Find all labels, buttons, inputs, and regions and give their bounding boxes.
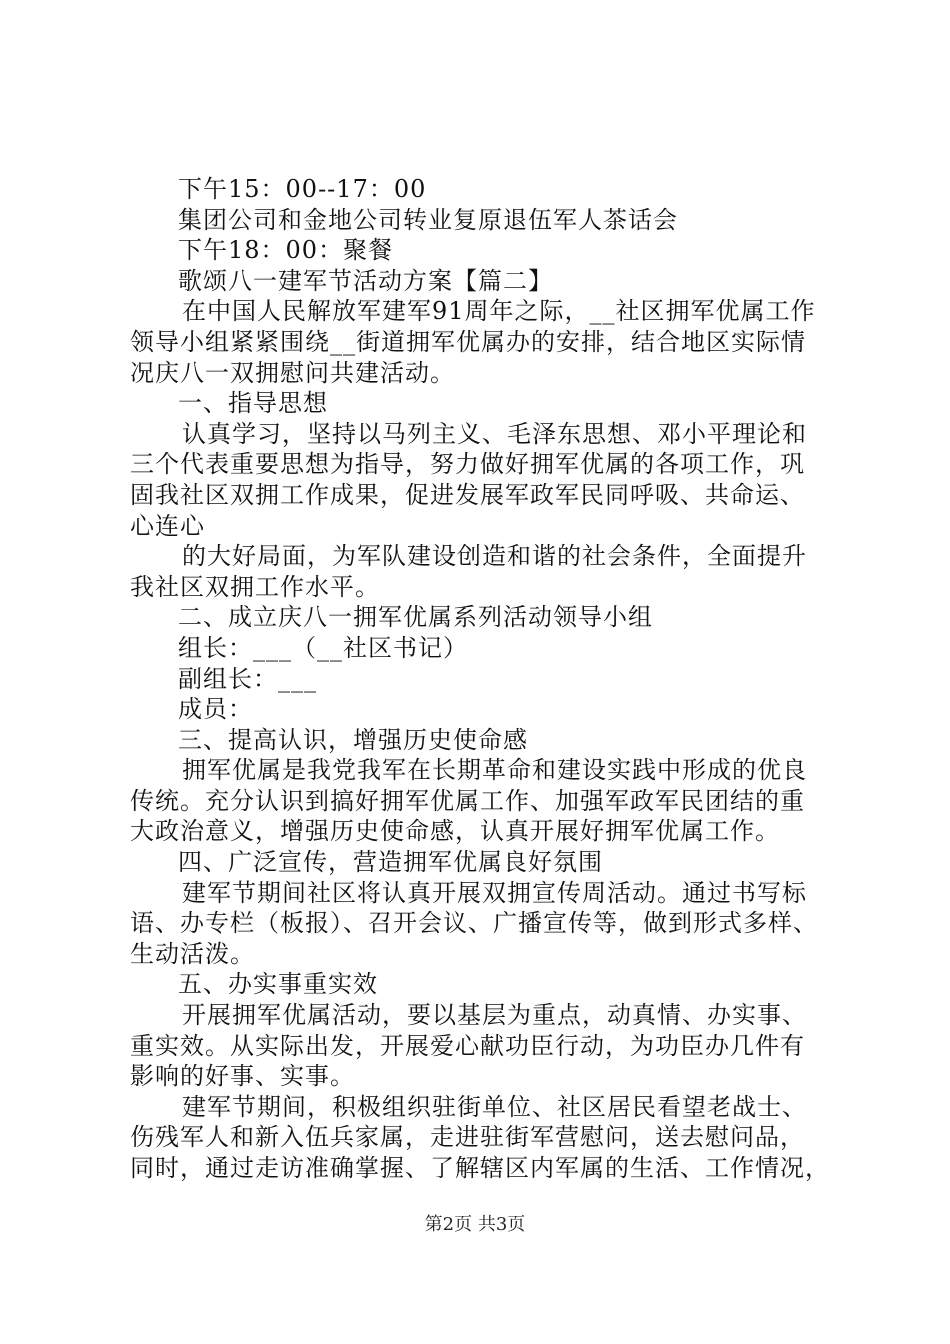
tea-party-line: 集团公司和金地公司转业复原退伍军人茶话会 — [178, 205, 678, 234]
heading-practical: 五、办实事重实效 — [178, 970, 378, 999]
heading-publicity: 四、广泛宣传，营造拥军优属良好氛围 — [178, 848, 603, 877]
heading-leadership-group: 二、成立庆八一拥军优属系列活动领导小组 — [178, 603, 653, 632]
deputy-leader-line: 副组长：___ — [178, 664, 317, 693]
page-footer — [0, 1213, 950, 1237]
members-line: 成员： — [178, 695, 253, 724]
awareness-paragraph — [130, 755, 860, 847]
visits-paragraph — [130, 1092, 860, 1184]
paragraph-line: 传统。充分认识到搞好拥军优属工作、加强军政军民团结的重 — [130, 786, 805, 815]
practical-paragraph — [130, 1000, 860, 1092]
paragraph-line: 影响的好事、实事。 — [130, 1062, 355, 1091]
paragraph-line: 同时，通过走访准确掌握、了解辖区内军属的生活、工作情况， — [130, 1154, 830, 1182]
paragraph-line: 大政治意义，增强历史使命感，认真开展好拥军优属工作。 — [130, 817, 780, 846]
paragraph-line: 建军节期间社区将认真开展双拥宣传周活动。通过书写标 — [182, 878, 807, 907]
publicity-paragraph — [130, 878, 860, 970]
guiding-paragraph — [130, 419, 860, 541]
paragraph-line: 领导小组紧紧围绕__街道拥军优属办的安排，结合地区实际情 — [130, 327, 806, 356]
paragraph-line: 伤残军人和新入伍兵家属，走进驻街军营慰问，送去慰问品， — [130, 1123, 805, 1152]
paragraph-line: 生动活泼。 — [130, 939, 255, 968]
paragraph-line: 固我社区双拥工作成果，促进发展军政军民同呼吸、共命运、 — [130, 480, 805, 509]
paragraph-line: 心连心 — [130, 511, 205, 540]
paragraph-line: 重实效。从实际出发，开展爱心献功臣行动，为功臣办几件有 — [130, 1031, 805, 1060]
paragraph-line: 的大好局面，为军队建设创造和谐的社会条件，全面提升 — [182, 542, 807, 571]
schedule-line: 下午15：00--17：00 — [178, 175, 427, 203]
dinner-line: 下午18：00：聚餐 — [178, 236, 394, 265]
paragraph-line: 我社区双拥工作水平。 — [130, 572, 380, 601]
guiding-continued-paragraph — [130, 541, 860, 602]
paragraph-line: 语、办专栏（板报）、召开会议、广播宣传等，做到形式多样、 — [130, 909, 818, 938]
paragraph-line: 况庆八一双拥慰问共建活动。 — [130, 358, 455, 387]
paragraph-line: 拥军优属是我党我军在长期革命和建设实践中形成的优良 — [182, 756, 807, 785]
group-leader-line: 组长：___（__社区书记） — [178, 633, 468, 662]
paragraph-line: 开展拥军优属活动，要以基层为重点，动真情、办实事、 — [182, 1001, 807, 1030]
document-body — [130, 174, 860, 1184]
heading-awareness: 三、提高认识，增强历史使命感 — [178, 725, 528, 754]
paragraph-line: 三个代表重要思想为指导，努力做好拥军优属的各项工作，巩 — [130, 450, 805, 479]
intro-paragraph — [130, 296, 860, 388]
section-title: 歌颂八一建军节活动方案【篇二】 — [178, 266, 553, 295]
page-indicator: 第2页 共3页 — [424, 1214, 526, 1235]
paragraph-line: 认真学习，坚持以马列主义、毛泽东思想、邓小平理论和 — [182, 419, 807, 448]
heading-guiding-thought: 一、指导思想 — [178, 389, 328, 418]
paragraph-line: 在中国人民解放军建军91周年之际，__社区拥军优属工作 — [182, 297, 816, 326]
paragraph-line: 建军节期间，积极组织驻街单位、社区居民看望老战士、 — [182, 1092, 807, 1121]
